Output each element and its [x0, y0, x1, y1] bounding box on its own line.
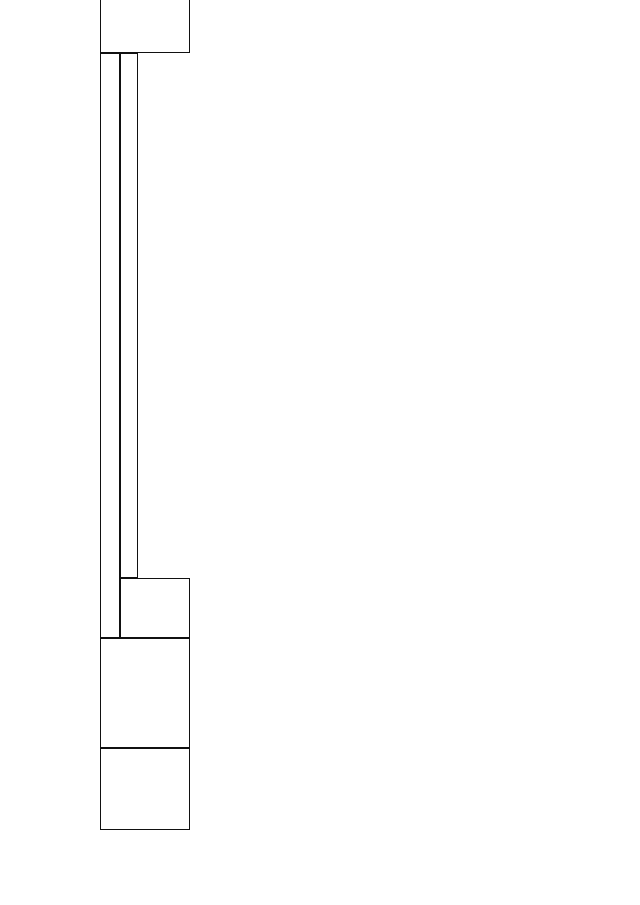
finance-table [100, 30, 635, 830]
header-indicator [100, 0, 190, 53]
header-finance-title [100, 53, 120, 638]
header-manager [100, 638, 190, 748]
header-total [120, 578, 190, 638]
header-task [100, 748, 190, 830]
header-by-years [120, 53, 138, 578]
